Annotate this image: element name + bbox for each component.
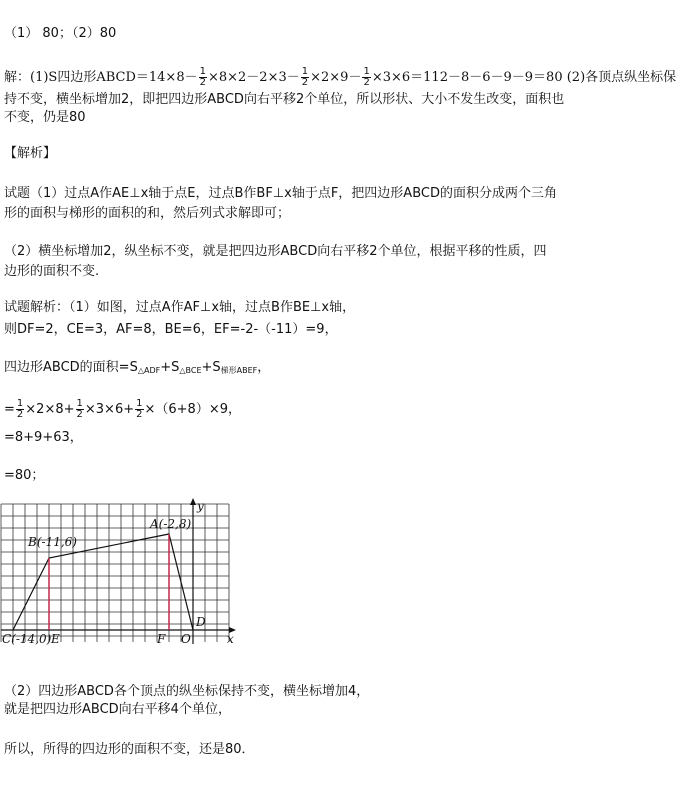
- detail-line-1: 试题解析：（1）如图，过点A作AF⊥x轴，过点B作BE⊥x轴，: [4, 300, 356, 315]
- fraction: $\frac{1}{2}$: [301, 66, 309, 88]
- label-F: F: [157, 632, 166, 646]
- area-step-2: =8+9+63，: [4, 430, 83, 445]
- answer-line: （1） 80；（2）80: [4, 26, 117, 41]
- label-B: B(-11,6): [28, 535, 77, 549]
- label-A: A(-2,8): [150, 517, 192, 531]
- label-x: x: [227, 632, 234, 646]
- label-O: O: [181, 632, 191, 646]
- solution-prefix: 解：: [4, 70, 31, 85]
- hint-line-4: 边形的面积不变.: [4, 264, 100, 279]
- hint-line-3: （2）横坐标增加2，纵坐标不变，就是把四边形ABCD向右平移2个单位，根据平移的性质，四: [4, 244, 547, 259]
- part2-line-2: 就是把四边形ABCD向右平移4个单位，: [4, 702, 231, 717]
- part2-line-3: 所以，所得的四边形的面积不变，还是80．: [4, 742, 255, 757]
- fraction: $\frac{1}{2}$: [363, 66, 370, 88]
- solution-line-1: [4, 66, 676, 88]
- grid: [1, 504, 229, 642]
- fraction: $\frac{1}{2}$: [136, 398, 143, 420]
- area-result: =80；: [4, 468, 45, 483]
- solution-line-2: 持不变，横坐标增加2，即把四边形ABCD向右平移2个单位，所以形状、大小不发生改变，面积也: [4, 92, 565, 107]
- fraction: $\frac{1}{2}$: [199, 66, 206, 88]
- label-D: D: [196, 615, 206, 629]
- label-E: E: [51, 632, 60, 646]
- solution-mid2: ×2×9－: [310, 70, 362, 85]
- fraction: $\frac{1}{2}$: [16, 398, 24, 420]
- label-y: y: [197, 499, 204, 513]
- area-formula: 四边形ABCD的面积$=S_{\triangle ADF}+S_{\triangle BCE}+S_{梯形ABEF}$，: [4, 360, 271, 375]
- y-axis-arrow: [190, 498, 196, 505]
- solution-part1: (1)S四边形ABCD＝14×8－: [30, 70, 198, 85]
- area-computation: = $\frac{1}{2}$ ×2×8+ $\frac{1}{2}$ ×3×6+ $\frac{1}{2}$ ×（6+8）×9，: [4, 398, 241, 420]
- detail-line-2: 则DF=2，CE=3，AF=8，BE=6，EF=-2-（-11）=9，: [4, 322, 338, 337]
- analysis-title: 【解析】: [4, 146, 57, 161]
- hint-line-2: 形的面积与梯形的面积的和，然后列式求解即可；: [4, 206, 291, 221]
- hint-line-1: 试题（1）过点A作AE⊥x轴于点E，过点B作BF⊥x轴于点F，把四边形ABCD的面积分成两个三角: [4, 186, 557, 201]
- solution-mid1: ×8×2－2×3－: [207, 70, 300, 85]
- part2-line-1: （2）四边形ABCD各个顶点的纵坐标保持不变，横坐标增加4，: [4, 684, 370, 699]
- coordinate-figure: [0, 498, 240, 646]
- label-C: C(-14,0): [2, 632, 52, 646]
- solution-mid3: ×3×6＝112－8－6－9－9＝80 (2)各顶点纵坐标保: [371, 70, 676, 85]
- solution-line-3: 不变，仍是80: [4, 110, 86, 125]
- fraction: $\frac{1}{2}$: [76, 398, 83, 420]
